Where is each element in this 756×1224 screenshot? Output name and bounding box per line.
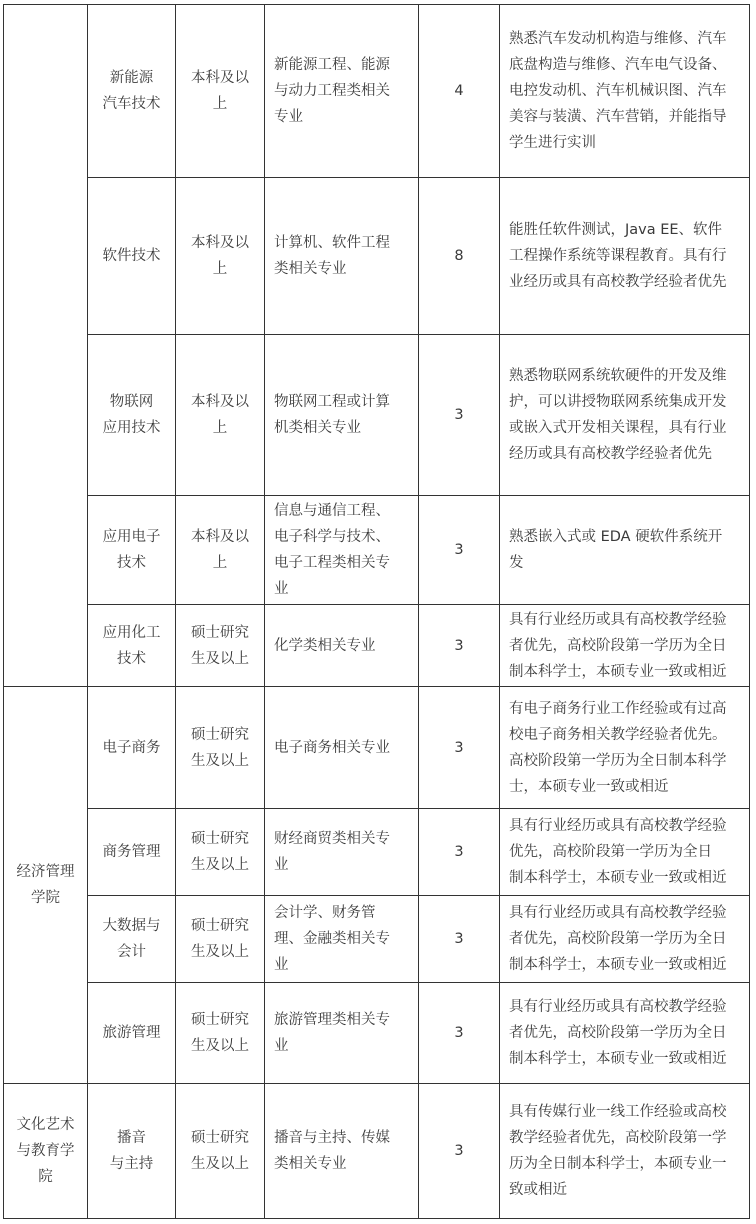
count-cell: 3 xyxy=(419,335,500,496)
count-cell: 3 xyxy=(419,496,500,605)
requirement-cell: 具有行业经历或具有高校教学经验 者优先，高校阶段第一学历为全日 制本科学士，本硕专业一致或相近 xyxy=(500,983,750,1084)
field-cell: 物联网工程或计算 机类相关专业 xyxy=(265,335,419,496)
field-cell: 电子商务相关专业 xyxy=(265,687,419,809)
major-cell: 物联网 应用技术 xyxy=(88,335,176,496)
requirement-cell: 熟悉汽车发动机构造与维修、汽车 底盘构造与维修、汽车电气设备、 电控发动机、汽车机械识图、汽车 美容与装潢、汽车营销，并能指导 学生进行实训 xyxy=(500,5,750,178)
degree-cell: 硕士研究 生及以上 xyxy=(176,983,265,1084)
college-cell: 经济管理 学院 xyxy=(4,687,88,1084)
major-cell: 应用电子 技术 xyxy=(88,496,176,605)
field-cell: 计算机、软件工程 类相关专业 xyxy=(265,178,419,335)
table-row xyxy=(4,496,750,605)
table-row xyxy=(4,605,750,687)
count-cell: 3 xyxy=(419,687,500,809)
degree-cell: 硕士研究 生及以上 xyxy=(176,896,265,983)
field-cell: 播音与主持、传媒 类相关专业 xyxy=(265,1084,419,1219)
table-row xyxy=(4,5,750,178)
college-cell xyxy=(4,5,88,687)
major-cell: 软件技术 xyxy=(88,178,176,335)
recruitment-table xyxy=(3,4,750,1219)
degree-cell: 本科及以 上 xyxy=(176,5,265,178)
table-row xyxy=(4,983,750,1084)
major-cell: 旅游管理 xyxy=(88,983,176,1084)
degree-cell: 本科及以 上 xyxy=(176,496,265,605)
field-cell: 旅游管理类相关专 业 xyxy=(265,983,419,1084)
table-row xyxy=(4,809,750,896)
requirement-cell: 具有行业经历或具有高校教学经验 者优先，高校阶段第一学历为全日 制本科学士，本硕专业一致或相近 xyxy=(500,605,750,687)
count-cell: 3 xyxy=(419,983,500,1084)
field-cell: 会计学、财务管 理、金融类相关专 业 xyxy=(265,896,419,983)
requirement-cell: 能胜任软件测试，Java EE、软件 工程操作系统等课程教育。具有行 业经历或具有高校教学经验者优先 xyxy=(500,178,750,335)
requirement-cell: 具有行业经历或具有高校教学经验 者优先，高校阶段第一学历为全日 制本科学士，本硕专业一致或相近 xyxy=(500,896,750,983)
field-cell: 化学类相关专业 xyxy=(265,605,419,687)
field-cell: 信息与通信工程、 电子科学与技术、 电子工程类相关专 业 xyxy=(265,496,419,605)
field-cell: 新能源工程、能源 与动力工程类相关 专业 xyxy=(265,5,419,178)
degree-cell: 硕士研究 生及以上 xyxy=(176,809,265,896)
count-cell: 3 xyxy=(419,605,500,687)
count-cell: 3 xyxy=(419,896,500,983)
major-cell: 播音 与主持 xyxy=(88,1084,176,1219)
requirement-cell: 熟悉嵌入式或 EDA 硬软件系统开 发 xyxy=(500,496,750,605)
degree-cell: 本科及以 上 xyxy=(176,178,265,335)
degree-cell: 硕士研究 生及以上 xyxy=(176,1084,265,1219)
major-cell: 新能源 汽车技术 xyxy=(88,5,176,178)
college-cell: 文化艺术 与教育学 院 xyxy=(4,1084,88,1219)
table-row xyxy=(4,1084,750,1219)
field-cell: 财经商贸类相关专 业 xyxy=(265,809,419,896)
requirement-cell: 具有传媒行业一线工作经验或高校 教学经验者优先，高校阶段第一学 历为全日制本科学士，本硕专业一 致或相近 xyxy=(500,1084,750,1219)
requirement-cell: 具有行业经历或具有高校教学经验 优先，高校阶段第一学历为全日 制本科学士，本硕专业一致或相近 xyxy=(500,809,750,896)
requirement-cell: 有电子商务行业工作经验或有过高 校电子商务相关教学经验者优先。 高校阶段第一学历为全日制本科学 士，本硕专业一致或相近 xyxy=(500,687,750,809)
degree-cell: 硕士研究 生及以上 xyxy=(176,605,265,687)
table-row xyxy=(4,687,750,809)
major-cell: 大数据与 会计 xyxy=(88,896,176,983)
count-cell: 3 xyxy=(419,1084,500,1219)
major-cell: 商务管理 xyxy=(88,809,176,896)
count-cell: 8 xyxy=(419,178,500,335)
count-cell: 3 xyxy=(419,809,500,896)
major-cell: 电子商务 xyxy=(88,687,176,809)
count-cell: 4 xyxy=(419,5,500,178)
table-row xyxy=(4,335,750,496)
degree-cell: 本科及以 上 xyxy=(176,335,265,496)
table-row xyxy=(4,178,750,335)
degree-cell: 硕士研究 生及以上 xyxy=(176,687,265,809)
requirement-cell: 熟悉物联网系统软硬件的开发及维 护，可以讲授物联网系统集成开发 或嵌入式开发相关课程，具有行业 经历或具有高校教学经验者优先 xyxy=(500,335,750,496)
major-cell: 应用化工 技术 xyxy=(88,605,176,687)
table-row xyxy=(4,896,750,983)
